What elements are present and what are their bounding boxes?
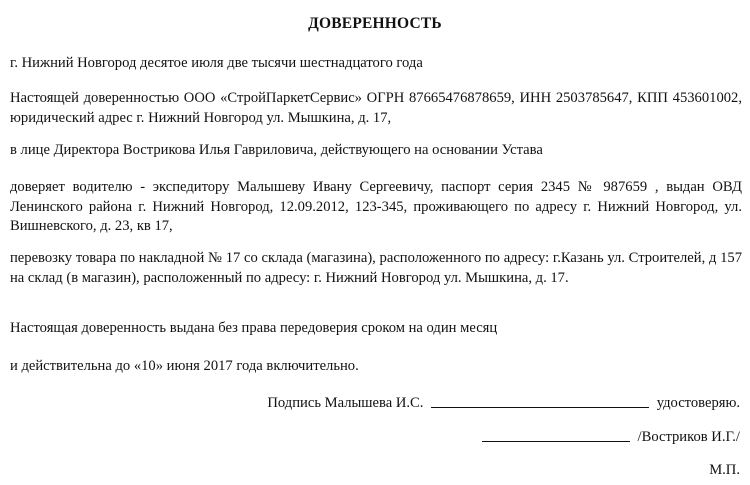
director-label: /Востриков И.Г./ bbox=[637, 429, 740, 445]
trustee-signature-label: Подпись Малышева И.С. bbox=[267, 395, 424, 411]
director-signature-row bbox=[478, 429, 740, 446]
document-title: ДОВЕРЕННОСТЬ bbox=[308, 15, 442, 32]
trustee-paragraph: доверяет водителю - экспедитору Малышеву Ивану Сергеевичу, паспорт серия 2345 № 987659 , выдан ОВД Ленинского района г. Нижний Новгород, 12.09.2012, 123-345, проживающего по адресу г. Нижний Новгород, ул. Вишневского, д. 23, кв 17, bbox=[10, 179, 742, 234]
seal-label: М.П. bbox=[709, 462, 740, 478]
trustee-signature-row bbox=[267, 395, 740, 412]
director-signature-line bbox=[482, 440, 630, 442]
principal-paragraph: Настоящей доверенностью ООО «СтройПаркетСервис» ОГРН 87665476878659, ИНН 2503785647, КПП 453601002, юридический адрес г. Нижний Новгород ул. Мышкина, д. 17, bbox=[10, 90, 742, 126]
place-date: г. Нижний Новгород десятое июля две тысячи шестнадцатого года bbox=[10, 55, 423, 71]
terms-paragraph: Настоящая доверенность выдана без права передоверия сроком на один месяц bbox=[10, 320, 498, 336]
represented-by-paragraph: в лице Директора Вострикова Илья Гавриловича, действующего на основании Устава bbox=[10, 142, 543, 158]
seal-row bbox=[709, 462, 740, 479]
scope-paragraph: перевозку товара по накладной № 17 со склада (магазина), расположенного по адресу: г.Казань ул. Строителей, д 157 на склад (в магазин), расположенный по адресу: г. Нижний Новгород ул. Мышкина, д. 17. bbox=[10, 250, 742, 286]
certify-label: удостоверяю. bbox=[656, 395, 740, 411]
validity-paragraph: и действительна до «10» июня 2017 года включительно. bbox=[10, 358, 359, 374]
trustee-signature-line bbox=[431, 406, 649, 408]
